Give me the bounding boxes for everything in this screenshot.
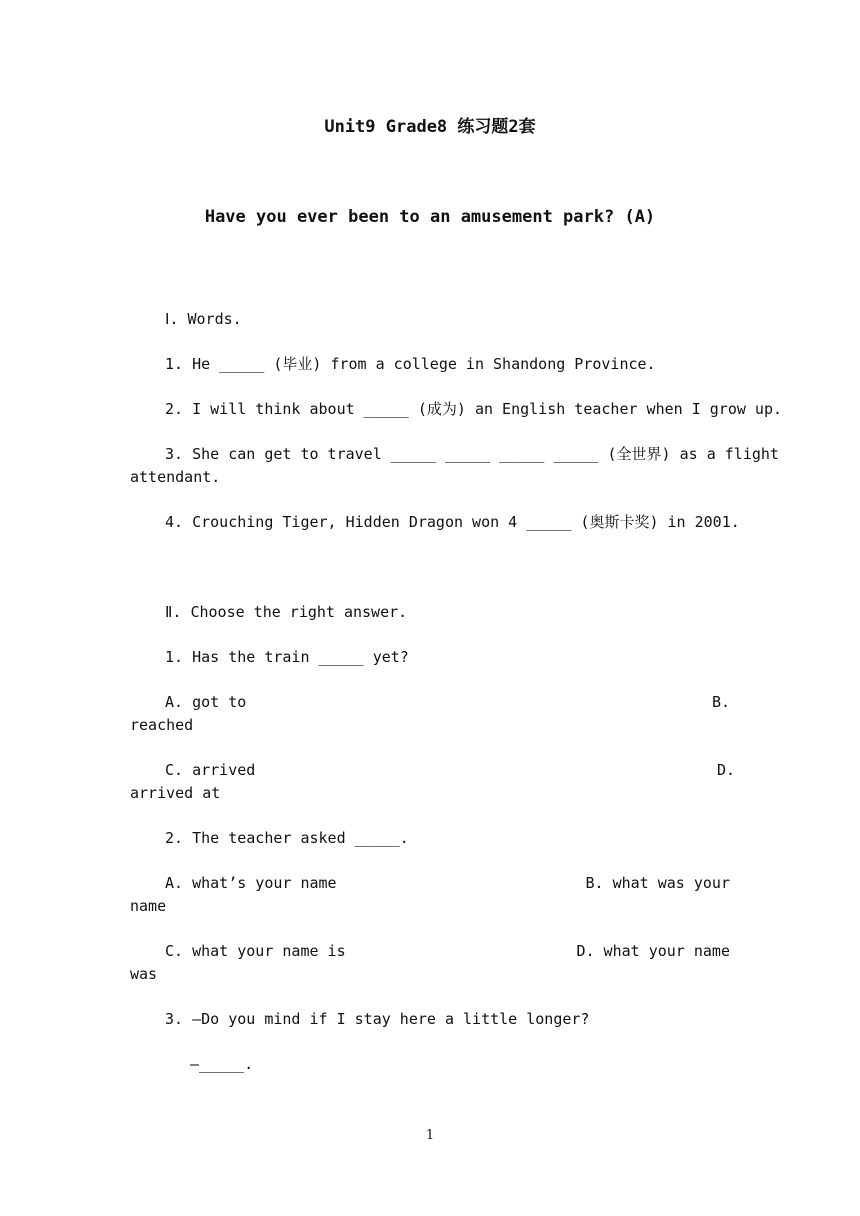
choice-question-1-option-b-text: reached: [130, 716, 194, 734]
choice-question-1-option-d-text: arrived at: [130, 784, 221, 802]
choice-question-2-option-d-head: D. what your name: [576, 942, 730, 960]
choice-question-1-option-c: C. arrived: [165, 761, 256, 779]
document-title: Unit9 Grade8 练习题2套: [324, 117, 536, 137]
document-subtitle: Have you ever been to an amusement park? (A): [204, 207, 656, 227]
choice-question-3-answer: —_____.: [190, 1055, 254, 1073]
choice-question-1-stem: 1. Has the train _____ yet?: [165, 648, 409, 666]
choice-question-2-stem: 2. The teacher asked _____.: [165, 829, 409, 847]
words-question-3-line-1: 3. She can get to travel _____ _____ _____ _____ (全世界) as a flight: [165, 445, 779, 463]
words-question-3-line-2: attendant.: [130, 468, 221, 486]
words-question-1: 1. He _____ (毕业) from a college in Shandong Province.: [165, 355, 656, 373]
choice-question-1-option-a: A. got to: [165, 693, 247, 711]
words-question-4: 4. Crouching Tiger, Hidden Dragon won 4 _____ (奥斯卡奖) in 2001.: [165, 513, 740, 531]
page-number: 1: [425, 1128, 435, 1143]
choice-question-2-option-b-head: B. what was your: [585, 874, 730, 892]
choice-question-1-option-b-label: B.: [711, 693, 730, 711]
choice-question-2-option-a: A. what’s your name: [165, 874, 337, 892]
choice-question-2-option-d-tail: was: [130, 965, 158, 983]
words-question-2: 2. I will think about _____ (成为) an English teacher when I grow up.: [165, 400, 782, 418]
choice-question-3-stem: 3. —Do you mind if I stay here a little longer?: [165, 1010, 590, 1028]
section-1-heading: Ⅰ. Words.: [165, 310, 242, 328]
choice-question-1-option-d-label: D.: [716, 761, 735, 779]
choice-question-2-option-b-tail: name: [130, 897, 167, 915]
choice-question-2-option-c: C. what your name is: [165, 942, 346, 960]
section-2-heading: Ⅱ. Choose the right answer.: [165, 603, 408, 621]
